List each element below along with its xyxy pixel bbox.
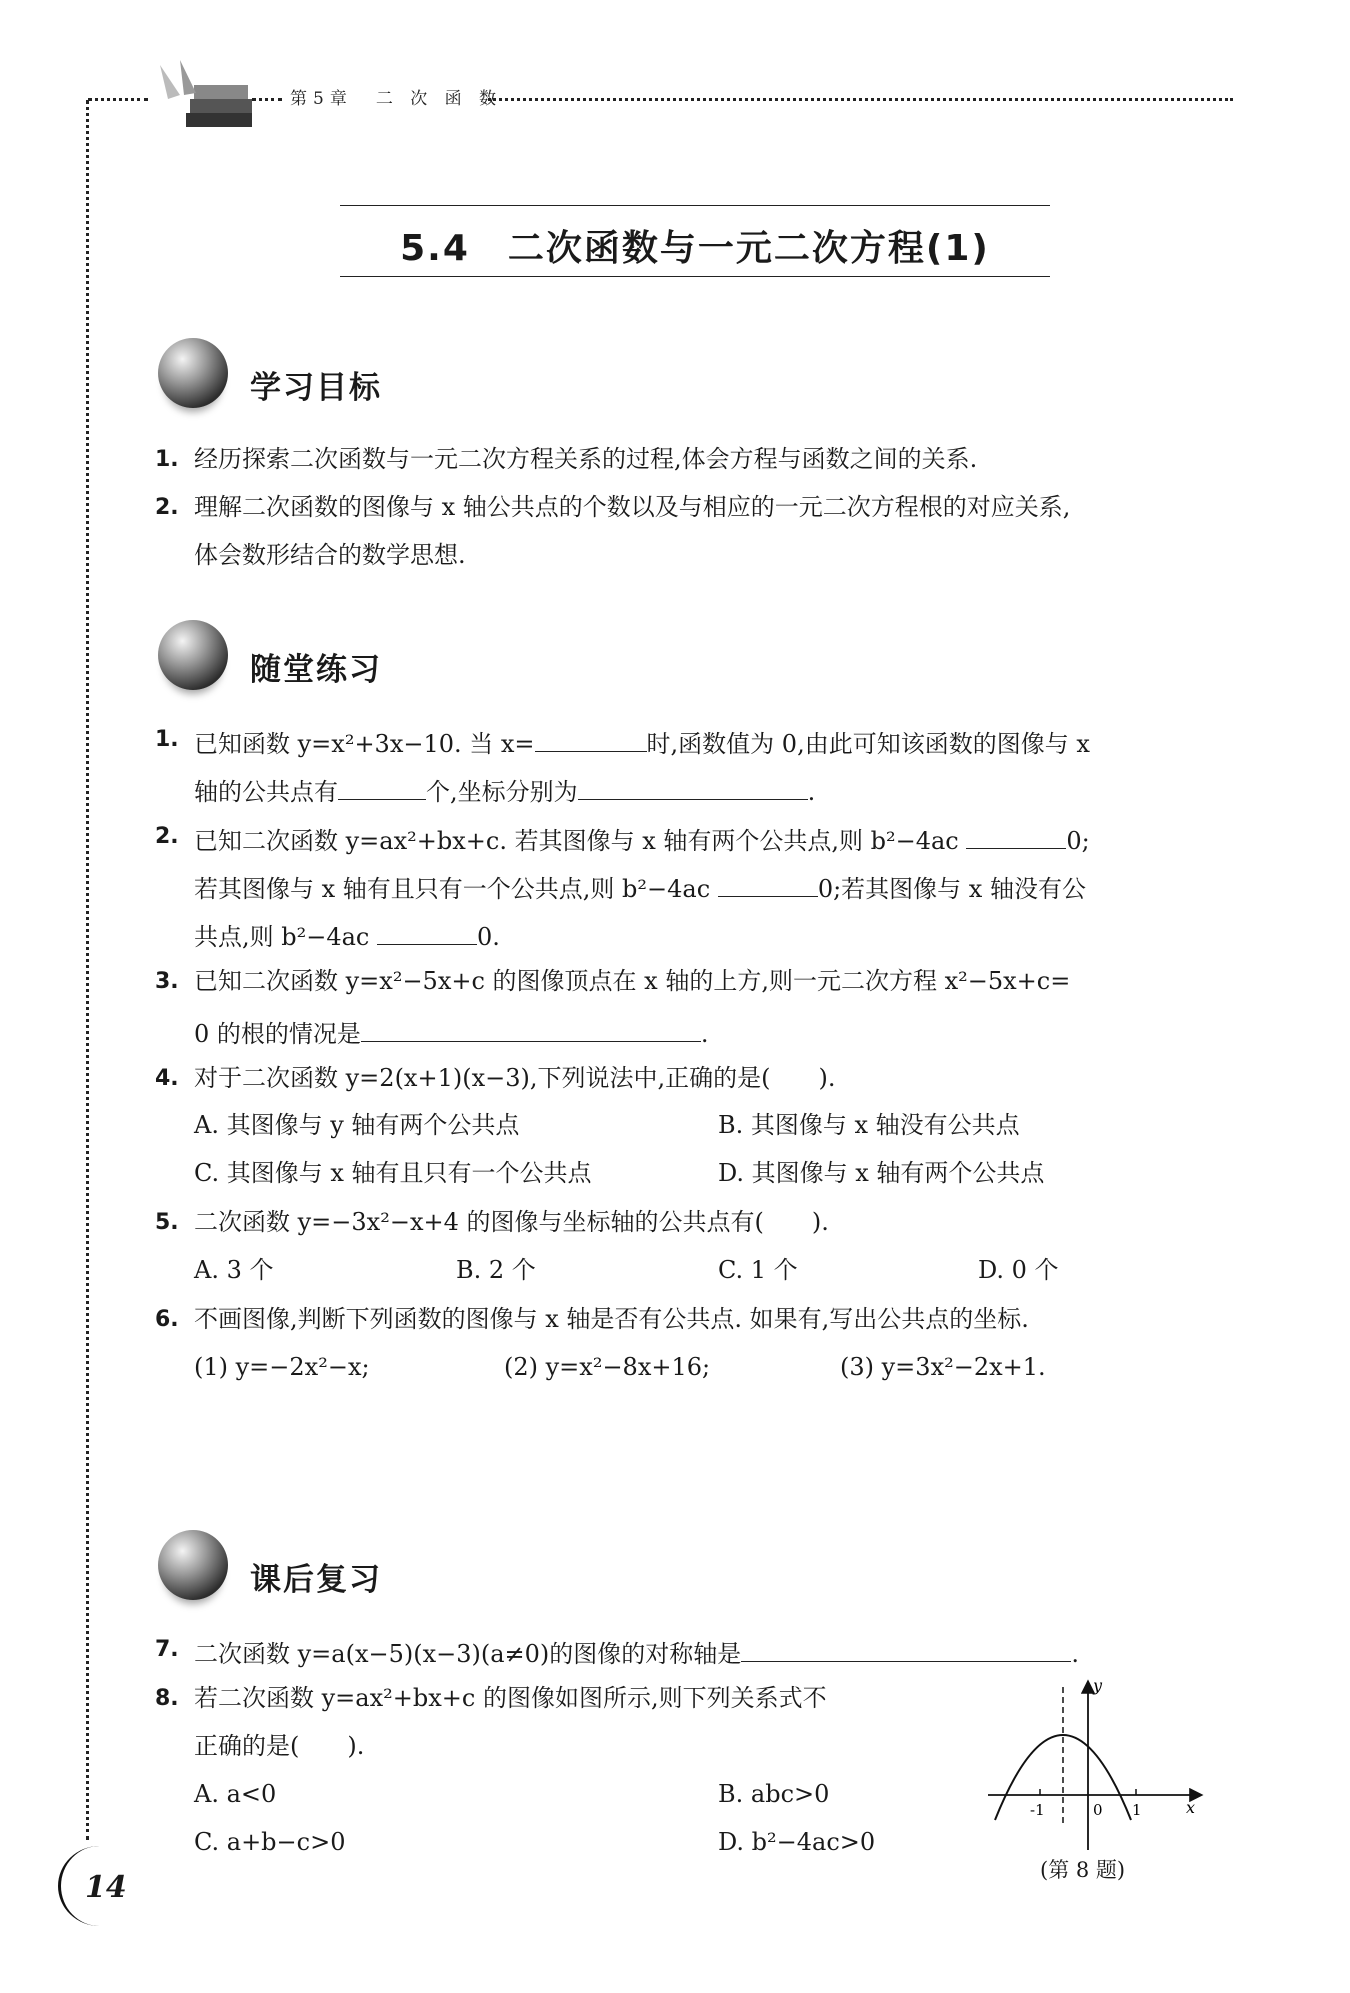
q5-num: 5. [155, 1210, 179, 1235]
q3-blank[interactable] [361, 1017, 701, 1042]
q7-end: . [1071, 1640, 1079, 1668]
q2-line-1 [194, 824, 1090, 853]
header-rule-mid [252, 98, 282, 101]
q1-blank-2[interactable] [338, 775, 426, 800]
y-label: y [1093, 1676, 1103, 1695]
q6-part-1: (1) y=−2x²−x; [194, 1353, 370, 1381]
q2-text-a: 已知二次函数 y=ax²+bx+c. 若其图像与 x 轴有两个公共点,则 b²−4ac [194, 827, 959, 855]
section-title-goals: 学习目标 [250, 370, 382, 406]
q5-option-b[interactable]: B. 2 个 [456, 1256, 536, 1284]
q4-option-d[interactable]: D. 其图像与 x 轴有两个公共点 [718, 1159, 1045, 1187]
header-book-icon [150, 55, 260, 135]
globe-icon [158, 1530, 228, 1600]
q4-option-a[interactable]: A. 其图像与 y 轴有两个公共点 [194, 1111, 520, 1139]
q8-option-a[interactable]: A. a<0 [194, 1780, 277, 1808]
q2-line-2 [194, 872, 1086, 901]
goal-2-line-2: 体会数形结合的数学思想. [194, 541, 466, 569]
x-label: x [1186, 1798, 1196, 1817]
parabola-figure [980, 1675, 1210, 1855]
goal-num-1: 1. [155, 447, 179, 472]
q2-text-d: 0;若其图像与 x 轴没有公 [817, 875, 1086, 903]
q1-num: 1. [155, 727, 179, 752]
q1-text-a: 已知函数 y=x²+3x−10. 当 x= [194, 730, 535, 758]
q7-stem: 二次函数 y=a(x−5)(x−3)(a≠0)的图像的对称轴是 [194, 1640, 742, 1668]
q5-option-d[interactable]: D. 0 个 [978, 1256, 1059, 1284]
q8-option-d[interactable]: D. b²−4ac>0 [718, 1828, 876, 1856]
q2-text-b: 0; [1066, 827, 1090, 855]
q6-num: 6. [155, 1307, 179, 1332]
goal-2-line-1: 理解二次函数的图像与 x 轴公共点的个数以及与相应的一元二次方程根的对应关系, [194, 493, 1071, 521]
q4-option-b[interactable]: B. 其图像与 x 轴没有公共点 [718, 1111, 1020, 1139]
globe-icon [158, 620, 228, 690]
q2-blank-1[interactable] [966, 824, 1066, 849]
q6-part-3: (3) y=3x²−2x+1. [840, 1353, 1046, 1381]
q2-text-f: 0. [477, 923, 500, 951]
header-rule-left [88, 98, 148, 101]
q1-text-c: 轴的公共点有 [194, 778, 338, 806]
q8-option-c[interactable]: C. a+b−c>0 [194, 1828, 346, 1856]
q4-num: 4. [155, 1066, 179, 1091]
goal-1: 经历探索二次函数与一元二次方程关系的过程,体会方程与函数之间的关系. [194, 445, 978, 473]
q7-num: 7. [155, 1637, 179, 1662]
q2-text-c: 若其图像与 x 轴有且只有一个公共点,则 b²−4ac [194, 875, 711, 903]
lesson-title-box [340, 205, 1050, 277]
side-rule [86, 100, 89, 1840]
q1-blank-1[interactable] [535, 727, 647, 752]
page-number: 14 [85, 1870, 127, 1905]
q6-stem: 不画图像,判断下列函数的图像与 x 轴是否有公共点. 如果有,写出公共点的坐标. [194, 1305, 1029, 1333]
q2-line-3 [194, 920, 500, 949]
q3-text-a: 0 的根的情况是 [194, 1020, 361, 1048]
q1-text-b: 时,函数值为 0,由此可知该函数的图像与 x [646, 730, 1090, 758]
q2-blank-2[interactable] [718, 872, 818, 897]
section-title-review: 课后复习 [250, 1562, 382, 1598]
q7-blank[interactable] [741, 1637, 1071, 1662]
q1-blank-3[interactable] [578, 775, 808, 800]
q3-num: 3. [155, 969, 179, 994]
q8-line-1: 若二次函数 y=ax²+bx+c 的图像如图所示,则下列关系式不 [194, 1684, 827, 1712]
q1-line-2 [194, 775, 815, 804]
globe-icon [158, 338, 228, 408]
q2-blank-3[interactable] [377, 920, 477, 945]
tick-label-0: 0 [1093, 1801, 1103, 1819]
q4-stem: 对于二次函数 y=2(x+1)(x−3),下列说法中,正确的是( ). [194, 1064, 836, 1092]
goal-num-2: 2. [155, 495, 179, 520]
q7-line [194, 1637, 1079, 1666]
q5-stem: 二次函数 y=−3x²−x+4 的图像与坐标轴的公共点有( ). [194, 1208, 829, 1236]
q1-text-e: . [807, 778, 816, 806]
lesson-title: 5.4 二次函数与一元二次方程(1) [400, 228, 990, 269]
q3-text-b: . [700, 1020, 709, 1048]
q8-line-2: 正确的是( ). [194, 1732, 365, 1760]
tick-label-neg1: -1 [1030, 1801, 1045, 1819]
chapter-header: 第5章 二 次 函 数 [290, 89, 503, 109]
section-title-practice: 随堂练习 [250, 652, 382, 688]
q2-num: 2. [155, 824, 179, 849]
q1-line-1 [194, 727, 1090, 756]
q3-line-1: 已知二次函数 y=x²−5x+c 的图像顶点在 x 轴的上方,则一元二次方程 x²−5x+c= [194, 967, 1071, 995]
page-number-badge [58, 1846, 141, 1926]
q2-text-e: 共点,则 b²−4ac [194, 923, 370, 951]
q6-part-2: (2) y=x²−8x+16; [504, 1353, 711, 1381]
tick-label-1: 1 [1132, 1801, 1142, 1819]
q8-num: 8. [155, 1686, 179, 1711]
q5-option-c[interactable]: C. 1 个 [718, 1256, 798, 1284]
q4-option-c[interactable]: C. 其图像与 x 轴有且只有一个公共点 [194, 1159, 592, 1187]
q3-line-2 [194, 1017, 709, 1046]
figure-caption: (第 8 题) [1040, 1858, 1126, 1882]
q8-option-b[interactable]: B. abc>0 [718, 1780, 830, 1808]
header-rule-right [488, 98, 1233, 101]
q1-text-d: 个,坐标分别为 [426, 778, 578, 806]
q5-option-a[interactable]: A. 3 个 [194, 1256, 274, 1284]
